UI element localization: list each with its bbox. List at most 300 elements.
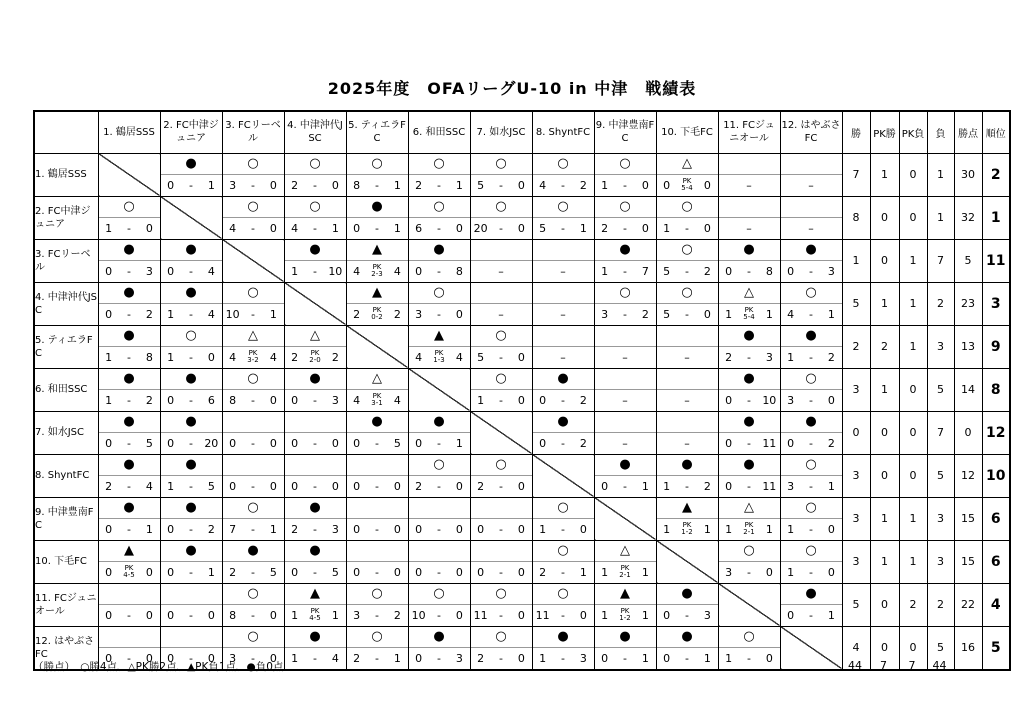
score-right: 0 — [517, 651, 525, 665]
stat-win-cell: 7 — [842, 153, 870, 196]
score-separator: - — [437, 436, 441, 450]
score-separator: - — [313, 393, 317, 407]
page-title: 2025年度 OFAリーグU-10 in 中津 戦績表 — [327, 79, 697, 98]
column-header-stat: PK負 — [899, 111, 927, 153]
score-separator: - — [623, 264, 627, 278]
result-symbol — [471, 240, 532, 261]
result-cell — [284, 497, 346, 540]
stat-pkwin-cell: 0 — [870, 239, 899, 282]
score-right: 0 — [579, 608, 587, 622]
result-cell — [222, 282, 284, 325]
score-separator: - — [375, 565, 379, 579]
score-left: 0 — [787, 264, 795, 278]
no-match-dash: – — [560, 264, 566, 278]
result-cell — [160, 325, 222, 368]
table-row — [34, 583, 1010, 626]
result-cell — [98, 540, 160, 583]
stat-points-cell: 22 — [954, 583, 982, 626]
score-separator: - — [313, 651, 317, 665]
result-score — [719, 562, 780, 583]
result-cell — [284, 196, 346, 239]
result-cell — [718, 497, 780, 540]
result-cell — [594, 153, 656, 196]
score-right: 7 — [641, 264, 649, 278]
result-symbol — [595, 369, 656, 390]
score-right: 1 — [703, 522, 711, 536]
column-header-stat: 勝点 — [954, 111, 982, 153]
result-score — [595, 175, 656, 196]
score-right: 4 — [145, 479, 153, 493]
result-symbol: ● — [99, 455, 160, 476]
score-right: 0 — [269, 479, 277, 493]
result-score — [781, 605, 842, 626]
score-left: 2 — [291, 522, 299, 536]
pk-label: PK — [744, 520, 754, 529]
score-left: 10 — [411, 608, 426, 622]
score-left: 0 — [105, 651, 113, 665]
score-right: 0 — [393, 479, 401, 493]
score-left: 0 — [415, 436, 423, 450]
result-symbol: ○ — [223, 498, 284, 519]
result-symbol: ● — [99, 412, 160, 433]
result-score — [719, 261, 780, 282]
stat-win-cell: 5 — [842, 583, 870, 626]
score-left: 0 — [105, 522, 113, 536]
stat-pkloss-cell: 0 — [899, 411, 927, 454]
score-left: 0 — [353, 565, 361, 579]
no-match-dash: – — [684, 436, 690, 450]
score-separator: - — [189, 522, 193, 536]
score-separator: - — [251, 393, 255, 407]
score-left: 2 — [415, 178, 423, 192]
row-header-team: 4. 中津沖代JSC — [34, 282, 98, 325]
result-score — [223, 605, 284, 626]
result-cell — [160, 540, 222, 583]
score-separator: - — [499, 565, 503, 579]
result-score — [781, 218, 842, 239]
score-left: 0 — [539, 393, 547, 407]
score-right: 0 — [641, 178, 649, 192]
score-separator: - — [375, 178, 379, 192]
result-symbol — [533, 283, 594, 304]
score-right: 0 — [827, 565, 835, 579]
score-separator: - — [313, 479, 317, 493]
score-right: 1 — [331, 221, 339, 235]
score-separator: - — [499, 221, 503, 235]
score-right: 5 — [331, 565, 339, 579]
result-cell — [222, 454, 284, 497]
stat-points-cell: 12 — [954, 454, 982, 497]
score-left: 0 — [105, 264, 113, 278]
pk-result: 4-5 — [309, 614, 321, 622]
score-left: 0 — [229, 436, 237, 450]
result-cell — [594, 282, 656, 325]
result-score — [471, 519, 532, 540]
result-cell — [780, 540, 842, 583]
result-cell — [718, 196, 780, 239]
score-separator: - — [251, 608, 255, 622]
score-separator: - — [251, 307, 255, 321]
score-left: 1 — [725, 522, 733, 536]
score-left: 2 — [477, 651, 485, 665]
result-score — [595, 605, 656, 626]
stat-pkwin-cell: 1 — [870, 153, 899, 196]
score-separator: - — [189, 307, 193, 321]
score-left: 0 — [663, 608, 671, 622]
result-score — [347, 476, 408, 497]
stat-win-cell: 0 — [842, 411, 870, 454]
result-symbol: ● — [347, 197, 408, 218]
score-separator: - — [375, 651, 379, 665]
result-cell — [98, 368, 160, 411]
result-cell — [470, 325, 532, 368]
score-left: 1 — [539, 651, 547, 665]
result-score — [409, 304, 470, 325]
score-separator: - — [189, 350, 193, 364]
column-header-stat: 負 — [927, 111, 954, 153]
result-symbol: ▲ — [595, 584, 656, 605]
no-match-dash: – — [746, 221, 752, 235]
result-score — [161, 304, 222, 325]
result-cell — [222, 325, 284, 368]
score-right: 0 — [145, 608, 153, 622]
score-left: 1 — [291, 264, 299, 278]
result-score — [533, 175, 594, 196]
result-cell — [656, 153, 718, 196]
score-left: 1 — [105, 221, 113, 235]
result-score — [719, 476, 780, 497]
result-cell — [470, 497, 532, 540]
pk-result: 1-2 — [681, 528, 693, 536]
result-score — [347, 605, 408, 626]
score-left: 1 — [663, 221, 671, 235]
score-separator: - — [685, 307, 689, 321]
score-right: 1 — [207, 178, 215, 192]
result-symbol: △ — [285, 326, 346, 347]
score-separator: - — [685, 221, 689, 235]
result-cell — [780, 153, 842, 196]
stat-pkwin-cell: 1 — [870, 540, 899, 583]
score-separator: - — [499, 651, 503, 665]
score-left: 1 — [105, 393, 113, 407]
stat-points-cell: 13 — [954, 325, 982, 368]
score-separator: - — [189, 393, 193, 407]
score-left: 1 — [725, 651, 733, 665]
score-right: 8 — [145, 350, 153, 364]
score-right: 3 — [145, 264, 153, 278]
stat-points-cell: 23 — [954, 282, 982, 325]
result-score — [285, 390, 346, 411]
score-left: 1 — [477, 393, 485, 407]
score-right: 2 — [145, 393, 153, 407]
result-cell — [532, 196, 594, 239]
result-cell — [346, 153, 408, 196]
score-left: 1 — [105, 350, 113, 364]
score-right: 0 — [207, 651, 215, 665]
column-header-team: 9. 中津豊南FC — [594, 111, 656, 153]
result-cell — [346, 282, 408, 325]
result-cell — [532, 583, 594, 626]
no-match-dash: – — [684, 350, 690, 364]
table-row — [34, 282, 1010, 325]
pk-label: PK — [372, 391, 382, 400]
score-separator: - — [437, 221, 441, 235]
result-score — [719, 519, 780, 540]
score-left: 8 — [353, 178, 361, 192]
score-right: 5 — [207, 479, 215, 493]
no-match-dash: – — [622, 393, 628, 407]
score-separator: - — [189, 264, 193, 278]
result-score — [471, 175, 532, 196]
score-separator: - — [809, 264, 813, 278]
result-symbol — [347, 541, 408, 562]
score-right: 1 — [269, 522, 277, 536]
stat-rank-cell: 3 — [982, 282, 1010, 325]
result-symbol: ○ — [595, 283, 656, 304]
result-symbol — [99, 584, 160, 605]
stat-pkloss-cell: 0 — [899, 196, 927, 239]
score-left: 0 — [415, 264, 423, 278]
score-right: 0 — [331, 178, 339, 192]
result-symbol: △ — [347, 369, 408, 390]
result-symbol: ○ — [471, 154, 532, 175]
result-score — [161, 261, 222, 282]
result-symbol: ○ — [533, 584, 594, 605]
score-separator: - — [437, 608, 441, 622]
self-diagonal-cell — [718, 583, 780, 626]
score-right: 1 — [827, 307, 835, 321]
result-cell — [346, 239, 408, 282]
result-symbol: ○ — [409, 283, 470, 304]
score-right: 0 — [517, 479, 525, 493]
score-right: 0 — [269, 393, 277, 407]
result-score — [657, 519, 718, 540]
row-header-team: 10. 下毛FC — [34, 540, 98, 583]
result-score — [595, 304, 656, 325]
result-cell — [594, 411, 656, 454]
stat-points-cell: 32 — [954, 196, 982, 239]
result-cell — [780, 325, 842, 368]
row-header-team: 1. 鶴居SSS — [34, 153, 98, 196]
result-symbol: ○ — [781, 498, 842, 519]
score-left: 1 — [787, 565, 795, 579]
stat-points-cell: 15 — [954, 540, 982, 583]
result-symbol: ● — [781, 326, 842, 347]
result-score — [719, 304, 780, 325]
pk-block — [429, 350, 449, 365]
result-symbol: △ — [595, 541, 656, 562]
score-left: 1 — [291, 608, 299, 622]
score-left: 2 — [539, 565, 547, 579]
score-right: 6 — [207, 393, 215, 407]
result-score — [781, 347, 842, 368]
score-right: 1 — [393, 221, 401, 235]
stat-rank-cell: 12 — [982, 411, 1010, 454]
pk-score — [615, 565, 635, 580]
result-score — [285, 562, 346, 583]
score-left: 0 — [415, 651, 423, 665]
score-left: 0 — [167, 565, 175, 579]
score-left: 0 — [663, 178, 671, 192]
pk-result: 1-2 — [619, 614, 631, 622]
self-diagonal-cell — [470, 411, 532, 454]
result-symbol: ○ — [409, 455, 470, 476]
score-left: 4 — [539, 178, 547, 192]
result-cell — [656, 196, 718, 239]
result-symbol: ○ — [533, 498, 594, 519]
result-symbol: ○ — [99, 197, 160, 218]
table-row — [34, 368, 1010, 411]
result-symbol — [471, 283, 532, 304]
result-score — [99, 347, 160, 368]
total-pk-wins: 7 — [880, 659, 887, 672]
result-cell — [656, 583, 718, 626]
score-separator: - — [437, 479, 441, 493]
stat-points-cell: 5 — [954, 239, 982, 282]
stat-loss-cell: 3 — [927, 497, 954, 540]
score-separator: - — [561, 436, 565, 450]
score-left: 1 — [663, 522, 671, 536]
result-score — [285, 347, 346, 368]
result-cell — [780, 368, 842, 411]
result-symbol: ● — [595, 627, 656, 648]
result-cell — [780, 239, 842, 282]
score-right: 2 — [827, 350, 835, 364]
result-symbol — [347, 455, 408, 476]
score-separator: - — [561, 221, 565, 235]
column-header-team: 7. 如水JSC — [470, 111, 532, 153]
score-right: 1 — [765, 522, 773, 536]
score-separator: - — [561, 393, 565, 407]
result-score — [719, 390, 780, 411]
score-right: 4 — [393, 393, 401, 407]
result-cell — [532, 153, 594, 196]
stat-pkloss-cell: 2 — [899, 583, 927, 626]
result-symbol: ● — [99, 326, 160, 347]
score-left: 2 — [105, 479, 113, 493]
result-cell — [284, 239, 346, 282]
pk-result: 3-1 — [371, 399, 383, 407]
pk-label: PK — [124, 563, 134, 572]
result-score — [285, 519, 346, 540]
result-score — [657, 476, 718, 497]
column-header-team: 3. FCリーベル — [222, 111, 284, 153]
stat-loss-cell: 5 — [927, 626, 954, 670]
no-match-dash: – — [498, 307, 504, 321]
result-score — [471, 218, 532, 239]
score-left: 3 — [787, 393, 795, 407]
score-right: 2 — [393, 307, 401, 321]
result-score — [595, 433, 656, 454]
score-right: 0 — [145, 565, 153, 579]
score-separator: - — [747, 264, 751, 278]
score-right: 10 — [762, 393, 777, 407]
score-left: 2 — [601, 221, 609, 235]
score-right: 5 — [269, 565, 277, 579]
score-right: 0 — [579, 522, 587, 536]
result-score — [719, 347, 780, 368]
score-right: 1 — [269, 307, 277, 321]
result-symbol: ● — [285, 541, 346, 562]
score-right: 4 — [207, 264, 215, 278]
result-symbol — [781, 197, 842, 218]
score-separator: - — [313, 522, 317, 536]
score-left: 0 — [787, 436, 795, 450]
result-cell — [408, 497, 470, 540]
no-match-dash: – — [808, 221, 814, 235]
score-right: 2 — [579, 178, 587, 192]
score-separator: - — [747, 393, 751, 407]
score-separator: - — [437, 565, 441, 579]
score-right: 0 — [269, 608, 277, 622]
pk-score — [243, 350, 263, 365]
stat-pkloss-cell: 1 — [899, 239, 927, 282]
pk-score — [367, 264, 387, 279]
result-symbol: ○ — [223, 197, 284, 218]
result-symbol — [471, 498, 532, 519]
score-left: 4 — [353, 393, 361, 407]
score-separator: - — [251, 436, 255, 450]
result-cell — [222, 583, 284, 626]
result-symbol: △ — [657, 154, 718, 175]
score-left: 0 — [787, 608, 795, 622]
result-score — [471, 605, 532, 626]
pk-score — [677, 522, 697, 537]
result-cell — [470, 282, 532, 325]
result-cell — [780, 196, 842, 239]
result-symbol: ● — [285, 498, 346, 519]
result-symbol — [347, 498, 408, 519]
score-separator: - — [623, 651, 627, 665]
row-header-team: 12. はやぶさFC — [34, 626, 98, 670]
stat-pkwin-cell: 0 — [870, 626, 899, 670]
pk-label: PK — [434, 348, 444, 357]
stat-win-cell: 3 — [842, 454, 870, 497]
result-score — [409, 605, 470, 626]
result-score — [409, 175, 470, 196]
score-right: 1 — [827, 608, 835, 622]
result-cell — [532, 497, 594, 540]
score-separator: - — [251, 479, 255, 493]
result-symbol: ○ — [223, 584, 284, 605]
column-header-team: 1. 鶴居SSS — [98, 111, 160, 153]
result-score — [347, 433, 408, 454]
result-cell — [656, 411, 718, 454]
result-symbol: ● — [99, 498, 160, 519]
pk-result: 2-1 — [743, 528, 755, 536]
stat-win-cell: 3 — [842, 368, 870, 411]
table-row — [34, 454, 1010, 497]
stat-points-cell: 30 — [954, 153, 982, 196]
score-left: 0 — [415, 522, 423, 536]
score-separator: - — [127, 436, 131, 450]
pk-score — [677, 178, 697, 193]
pk-label: PK — [682, 176, 692, 185]
score-left: 4 — [291, 221, 299, 235]
result-score — [99, 304, 160, 325]
result-symbol: ○ — [347, 584, 408, 605]
score-right: 11 — [762, 436, 777, 450]
score-left: 0 — [229, 479, 237, 493]
score-right: 0 — [269, 651, 277, 665]
score-left: 0 — [167, 651, 175, 665]
result-cell — [284, 325, 346, 368]
result-score — [161, 519, 222, 540]
column-header-team: 6. 和田SSC — [408, 111, 470, 153]
result-symbol: ● — [781, 584, 842, 605]
score-left: 0 — [291, 393, 299, 407]
result-score — [347, 390, 408, 411]
